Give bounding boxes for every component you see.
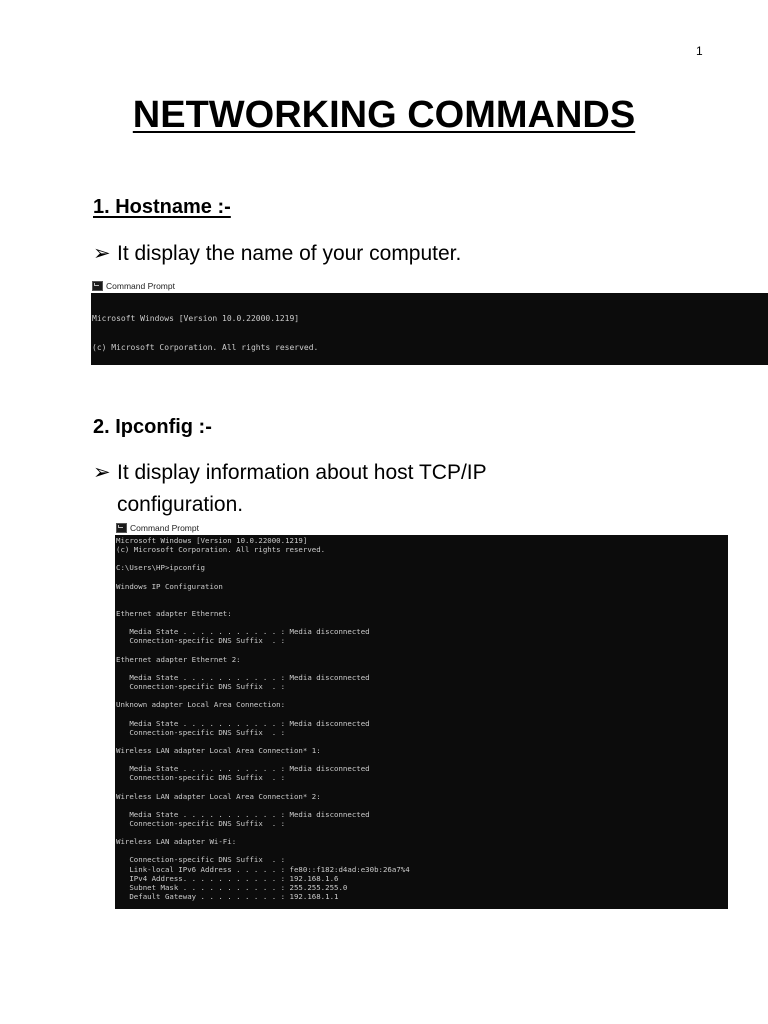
console-line: (c) Microsoft Corporation. All rights reserved.	[92, 342, 319, 352]
page-number: 1	[696, 44, 703, 58]
console-line: Link-local IPv6 Address . . . . . : fe80::f182:d4ad:e30b:26a7%4	[116, 864, 410, 874]
console-line: Default Gateway . . . . . . . . . : 192.168.1.1	[116, 891, 339, 901]
console-line: Media State . . . . . . . . . . . : Media disconnected	[116, 809, 370, 819]
console-line	[116, 691, 728, 700]
console-titlebar	[91, 279, 768, 293]
console-line	[116, 664, 728, 673]
command-prompt-screenshot-hostname	[91, 279, 768, 365]
console-line	[116, 618, 728, 627]
console-line: Media State . . . . . . . . . . . : Media disconnected	[116, 764, 370, 774]
console-line	[116, 591, 728, 600]
console-output	[115, 535, 728, 909]
console-line: Media State . . . . . . . . . . . : Media disconnected	[116, 718, 370, 728]
console-line	[116, 573, 728, 582]
console-window-title: Command Prompt	[106, 281, 175, 291]
console-line	[116, 828, 728, 837]
bullet-hostname-description	[93, 238, 461, 270]
console-line: Media State . . . . . . . . . . . : Media disconnected	[116, 672, 370, 682]
console-line: Wireless LAN adapter Local Area Connection* 1:	[116, 745, 321, 755]
console-line: Connection-specific DNS Suffix . :	[116, 682, 286, 691]
console-window-title: Command Prompt	[130, 523, 199, 533]
console-line	[116, 554, 728, 563]
console-line: Wireless LAN adapter Wi-Fi:	[116, 837, 237, 847]
console-line: Connection-specific DNS Suffix . :	[116, 855, 286, 865]
console-line: IPv4 Address. . . . . . . . . . . : 192.168.1.6	[116, 873, 339, 883]
command-prompt-screenshot-ipconfig	[115, 521, 728, 909]
console-line	[116, 646, 728, 655]
console-output	[91, 293, 768, 365]
console-line: Microsoft Windows [Version 10.0.22000.1219]	[92, 314, 300, 324]
console-line: Ethernet adapter Ethernet 2:	[116, 654, 241, 664]
console-line	[116, 737, 728, 746]
console-line: Connection-specific DNS Suffix . :	[116, 727, 286, 737]
console-line	[116, 801, 728, 810]
console-line: Connection-specific DNS Suffix . :	[116, 773, 286, 783]
bullet-text: It display the name of your computer.	[117, 242, 462, 265]
section-heading-ipconfig: 2. Ipconfig :-	[93, 416, 212, 438]
console-line: (c) Microsoft Corporation. All rights reserved.	[116, 545, 326, 555]
console-line: Windows IP Configuration	[116, 581, 223, 591]
document-title: NETWORKING COMMANDS	[132, 94, 636, 136]
console-line	[116, 846, 728, 855]
command-prompt-icon	[116, 523, 127, 533]
console-line: Connection-specific DNS Suffix . :	[116, 818, 286, 828]
command-prompt-icon	[92, 281, 103, 291]
console-line: Unknown adapter Local Area Connection:	[116, 700, 286, 710]
console-line: Connection-specific DNS Suffix . :	[116, 636, 286, 646]
console-line: Subnet Mask . . . . . . . . . . . : 255.255.255.0	[116, 882, 348, 892]
arrow-bullet-icon: ➢	[93, 461, 111, 484]
console-line: Ethernet adapter Ethernet:	[116, 609, 232, 618]
console-line: Microsoft Windows [Version 10.0.22000.1219]	[116, 536, 308, 545]
console-line: Wireless LAN adapter Local Area Connection* 2:	[116, 791, 321, 801]
console-line	[116, 600, 728, 609]
bullet-ipconfig-description	[93, 457, 487, 489]
arrow-bullet-icon: ➢	[93, 242, 111, 265]
console-line: C:\Users\HP>ipconfig	[116, 563, 205, 573]
console-line	[116, 755, 728, 764]
console-line: Media State . . . . . . . . . . . : Media disconnected	[116, 627, 370, 637]
console-titlebar	[115, 521, 728, 535]
console-line	[116, 782, 728, 791]
bullet-ipconfig-continuation: configuration.	[117, 493, 244, 516]
console-line	[116, 709, 728, 718]
section-heading-hostname: 1. Hostname :-	[93, 196, 231, 218]
bullet-text: It display information about host TCP/IP	[117, 461, 487, 484]
